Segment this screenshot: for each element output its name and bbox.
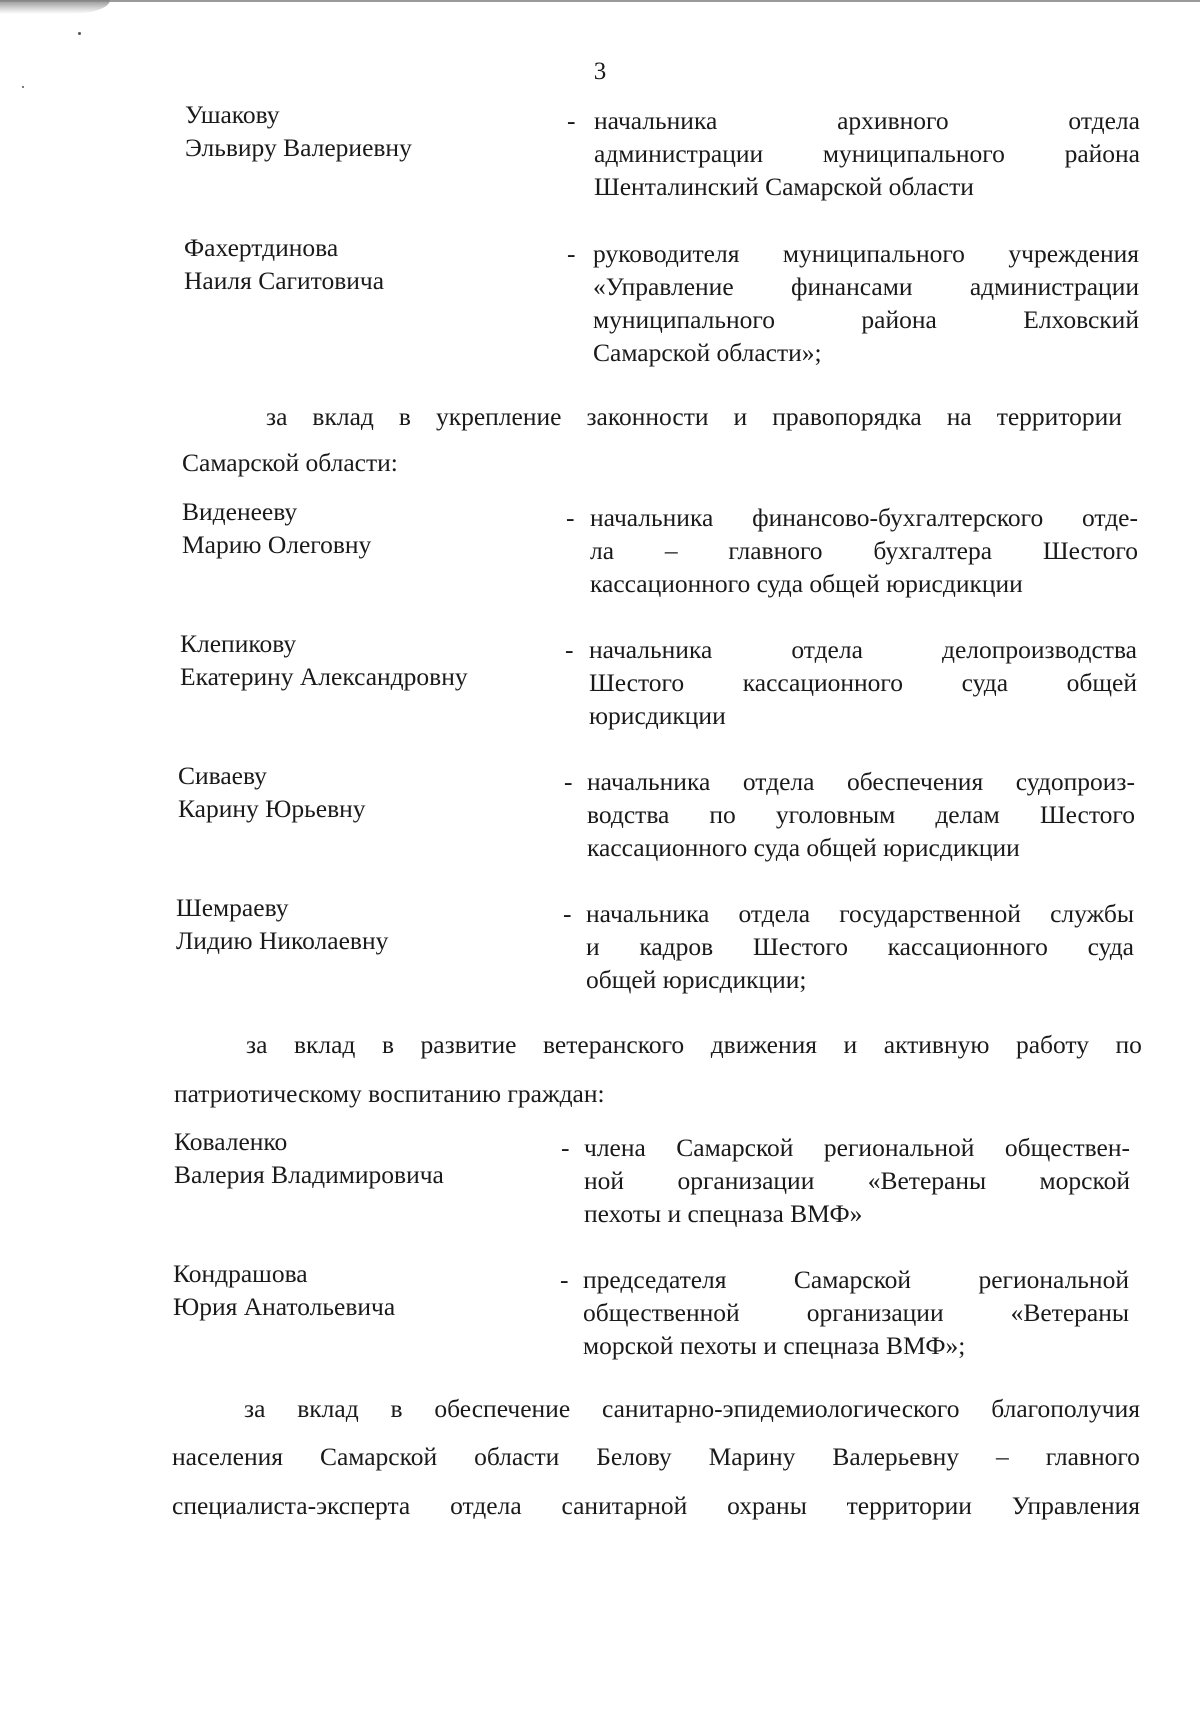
scan-speck — [78, 32, 81, 35]
position-title — [594, 104, 1140, 203]
word: отде- — [1081, 503, 1138, 532]
word: охраны — [727, 1491, 807, 1520]
heading-line — [246, 1030, 1142, 1060]
dash-separator: - — [567, 106, 576, 135]
word: начальника — [594, 106, 718, 135]
word: движения — [710, 1030, 817, 1059]
word: Самарской — [319, 1442, 438, 1471]
dash-separator: - — [563, 899, 572, 928]
word: санитарно-эпидемиологического — [601, 1394, 960, 1423]
word: в — [381, 1030, 394, 1059]
word: начальника — [586, 899, 710, 928]
word: населения — [172, 1442, 283, 1471]
word: кадров — [639, 932, 714, 961]
heading-text — [244, 1394, 1140, 1424]
word: активную — [883, 1030, 990, 1059]
word: финансово-бухгалтерского — [752, 503, 1044, 532]
word: водства — [587, 800, 670, 829]
dash-separator: - — [565, 635, 574, 664]
person-given-names: Карину Юрьевну — [178, 794, 366, 823]
word: – — [996, 1442, 1009, 1471]
word: кассационного — [742, 668, 903, 697]
title-line — [590, 501, 1138, 534]
word: обществен- — [1004, 1133, 1130, 1162]
word: организации — [677, 1166, 815, 1195]
position-title — [586, 897, 1134, 996]
word: работу — [1015, 1030, 1089, 1059]
title-line — [589, 633, 1137, 666]
word: ветеранского — [543, 1030, 685, 1059]
title-line — [586, 897, 1134, 930]
word: территории — [846, 1491, 972, 1520]
word: уголовным — [775, 800, 896, 829]
word: Елховский — [1023, 305, 1139, 334]
title-line — [589, 666, 1137, 699]
scan-speck — [22, 86, 24, 88]
person-given-names: Марию Олеговну — [182, 530, 372, 559]
word: суда — [961, 668, 1009, 697]
word: территории — [996, 402, 1122, 431]
person-given-names: Екатерину Александровну — [180, 662, 468, 691]
person-given-names: Юрия Анатольевича — [173, 1292, 396, 1321]
title-line: юрисдикции — [589, 701, 726, 730]
word: обеспечения — [847, 767, 984, 796]
word: Шестого — [752, 932, 848, 961]
title-line — [587, 765, 1135, 798]
word: председателя — [583, 1265, 727, 1294]
word: Шестого — [1039, 800, 1135, 829]
word: района — [1064, 139, 1140, 168]
word: общей — [1066, 668, 1137, 697]
word: – — [664, 536, 678, 565]
title-line: Самарской области»; — [593, 338, 822, 367]
word: и — [843, 1030, 858, 1059]
word: делопроизводства — [942, 635, 1137, 664]
heading-line — [172, 1442, 1140, 1472]
word: обеспечение — [434, 1394, 571, 1423]
word: Шестого — [1042, 536, 1138, 565]
dash-separator: - — [561, 1133, 570, 1162]
word: главного — [728, 536, 823, 565]
word: «Ветераны — [1010, 1298, 1129, 1327]
person-surname: Кондрашова — [173, 1259, 308, 1288]
word: отдела — [791, 635, 863, 664]
person-surname: Коваленко — [174, 1127, 288, 1156]
word: Самарской — [676, 1133, 794, 1162]
word: района — [861, 305, 937, 334]
word: укрепление — [435, 402, 562, 431]
person-given-names: Валерия Владимировича — [174, 1160, 444, 1189]
word: на — [946, 402, 972, 431]
dash-separator: - — [560, 1265, 569, 1294]
title-line: кассационного суда общей юрисдикции — [590, 569, 1023, 598]
word: начальника — [589, 635, 713, 664]
page-number: 3 — [593, 58, 607, 85]
dash-separator: - — [566, 503, 575, 532]
person-surname: Фахертдинова — [184, 233, 339, 262]
title-line: морской пехоты и спецназа ВМФ»; — [583, 1331, 966, 1360]
word: и — [586, 932, 600, 961]
word: отдела — [1068, 106, 1140, 135]
word: региональной — [823, 1133, 975, 1162]
title-line — [593, 270, 1139, 303]
title-line: общей юрисдикции; — [586, 965, 807, 994]
position-title — [589, 633, 1137, 732]
position-title — [587, 765, 1135, 864]
word: ной — [584, 1166, 625, 1195]
word: «Управление — [593, 272, 734, 301]
person-given-names: Эльвиру Валериевну — [185, 133, 412, 162]
person-surname: Сиваеву — [178, 761, 267, 790]
heading-line — [172, 1491, 1140, 1521]
word: и — [733, 402, 748, 431]
word: делам — [935, 800, 1000, 829]
title-line — [584, 1164, 1130, 1197]
word: администрации — [594, 139, 764, 168]
word: организации — [806, 1298, 944, 1327]
title-line — [583, 1263, 1129, 1296]
word: муниципального — [822, 139, 1005, 168]
word: архивного — [837, 106, 949, 135]
word: начальника — [587, 767, 711, 796]
scan-corner-shadow — [0, 0, 110, 14]
position-title — [584, 1131, 1130, 1230]
word: вклад — [312, 402, 374, 431]
scan-edge — [0, 0, 1200, 2]
word: развитие — [420, 1030, 517, 1059]
word: члена — [584, 1133, 646, 1162]
heading-text — [246, 1030, 1142, 1060]
word: законности — [586, 402, 709, 431]
title-line: Шенталинский Самарской области — [594, 172, 974, 201]
word: учреждения — [1008, 239, 1139, 268]
title-line — [590, 534, 1138, 567]
word: за — [246, 1030, 268, 1059]
word: главного — [1045, 1442, 1140, 1471]
word: вклад — [293, 1030, 356, 1059]
position-title — [583, 1263, 1129, 1362]
title-line — [593, 303, 1139, 336]
word: государственной — [839, 899, 1021, 928]
word: муниципального — [593, 305, 775, 334]
word: региональной — [978, 1265, 1129, 1294]
dash-separator: - — [564, 767, 573, 796]
title-line — [593, 237, 1139, 270]
word: финансами — [790, 272, 913, 301]
title-line — [587, 798, 1135, 831]
position-title — [593, 237, 1139, 369]
word: отдела — [738, 899, 811, 928]
word: по — [709, 800, 736, 829]
title-line — [583, 1296, 1129, 1329]
word: отдела — [742, 767, 815, 796]
word: Управления — [1011, 1491, 1140, 1520]
word: отдела — [450, 1491, 522, 1520]
heading-line: Самарской области: — [182, 448, 398, 477]
position-title — [590, 501, 1138, 600]
word: ла — [590, 536, 615, 565]
heading-line: патриотическому воспитанию граждан: — [174, 1079, 605, 1108]
word: по — [1115, 1030, 1142, 1059]
word: Самарской — [793, 1265, 912, 1294]
heading-line — [266, 402, 1122, 432]
person-surname: Виденееву — [182, 497, 298, 526]
word: специалиста-эксперта — [172, 1491, 411, 1520]
person-given-names: Лидию Николаевну — [176, 926, 389, 955]
title-line — [594, 104, 1140, 137]
title-line — [586, 930, 1134, 963]
word: санитарной — [561, 1491, 688, 1520]
word: службы — [1050, 899, 1134, 928]
person-surname: Ушакову — [185, 100, 280, 129]
word: администрации — [969, 272, 1139, 301]
word: муниципального — [782, 239, 965, 268]
word: Шестого — [589, 668, 685, 697]
word: правопорядка — [772, 402, 922, 431]
word: за — [266, 402, 288, 431]
word: Марину — [708, 1442, 796, 1471]
person-given-names: Наиля Сагитовича — [184, 266, 385, 295]
word: суда — [1087, 932, 1134, 961]
word: «Ветераны — [867, 1166, 987, 1195]
word: вклад — [297, 1394, 359, 1423]
title-line — [584, 1131, 1130, 1164]
word: начальника — [590, 503, 714, 532]
dash-separator: - — [567, 239, 576, 268]
word: бухгалтера — [873, 536, 993, 565]
title-line: кассационного суда общей юрисдикции — [587, 833, 1020, 862]
word: за — [244, 1394, 266, 1423]
word: Белову — [596, 1442, 672, 1471]
word: Валерьевну — [832, 1442, 960, 1471]
heading-line — [244, 1394, 1140, 1424]
word: в — [398, 402, 411, 431]
heading-text — [266, 402, 1122, 432]
heading-text — [172, 1442, 1140, 1472]
title-line — [594, 137, 1140, 170]
word: в — [390, 1394, 403, 1423]
person-surname: Клепикову — [180, 629, 297, 658]
word: морской — [1039, 1166, 1130, 1195]
heading-text — [172, 1491, 1140, 1521]
word: кассационного — [887, 932, 1048, 961]
word: судопроиз- — [1015, 767, 1135, 796]
word: области — [474, 1442, 560, 1471]
word: благополучия — [991, 1394, 1140, 1423]
word: общественной — [583, 1298, 740, 1327]
title-line: пехоты и спецназа ВМФ» — [584, 1199, 863, 1228]
person-surname: Шемраеву — [176, 893, 289, 922]
word: руководителя — [593, 239, 740, 268]
